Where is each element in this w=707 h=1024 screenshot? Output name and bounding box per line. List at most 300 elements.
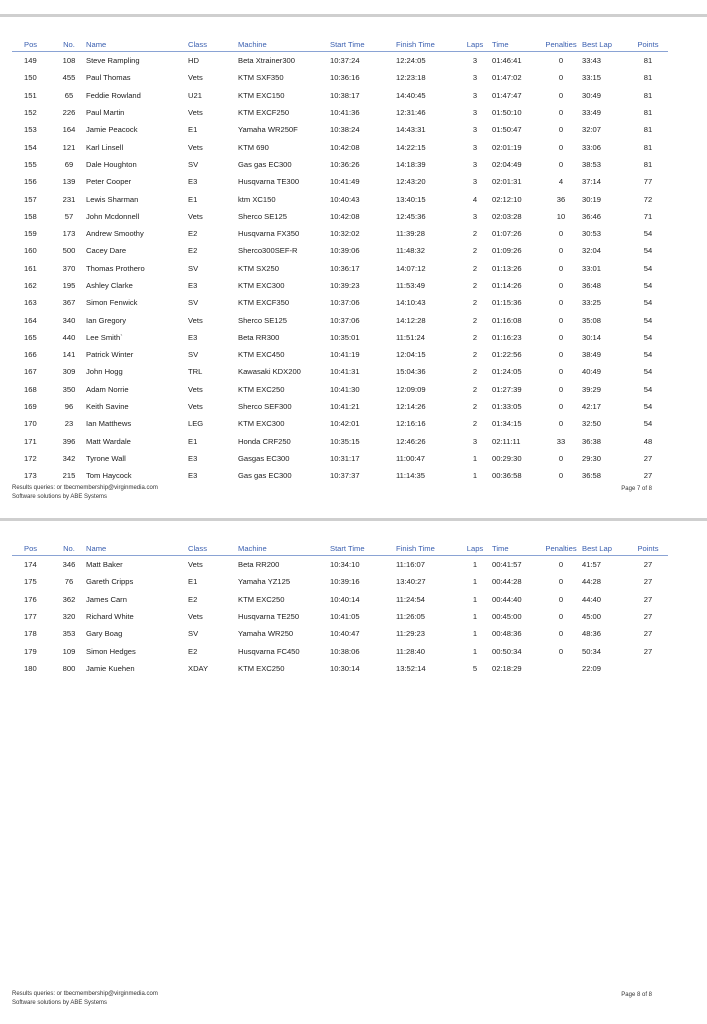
- table-row: [12, 450, 668, 467]
- cell-best-lap: 48:36: [582, 629, 602, 639]
- cell-race-time: 02:11:11: [492, 436, 521, 446]
- cell-rider-number: 455: [62, 73, 76, 83]
- cell-laps: 2: [472, 367, 478, 377]
- cell-class: E2: [188, 229, 198, 239]
- table-row: [12, 121, 668, 138]
- cell-finish-time: 14:18:39: [396, 159, 426, 169]
- cell-points: 27: [643, 612, 653, 622]
- page-footer: [12, 484, 158, 502]
- cell-pos: 164: [24, 315, 37, 325]
- cell-points: 27: [643, 471, 653, 481]
- column-header-best-lap: Best Lap: [582, 542, 628, 556]
- table-row: [12, 87, 668, 104]
- cell-points: 54: [643, 263, 653, 273]
- cell-machine: KTM EXC250: [238, 663, 285, 673]
- cell-finish-time: 12:31:46: [396, 108, 426, 118]
- cell-penalties: 33: [556, 436, 566, 446]
- cell-rider-number: 139: [62, 177, 76, 187]
- cell-best-lap: 33:01: [582, 263, 602, 273]
- column-header-class: Class: [188, 38, 238, 52]
- cell-finish-time: 11:16:07: [396, 560, 425, 570]
- cell-rider-number: 65: [64, 90, 74, 100]
- cell-rider-name: James Carn: [86, 594, 127, 604]
- cell-finish-time: 12:16:16: [396, 419, 426, 429]
- cell-class: LEG: [188, 419, 204, 429]
- table-header-row: [12, 38, 668, 52]
- table-row: [12, 591, 668, 608]
- cell-start-time: 10:41:31: [330, 367, 360, 377]
- cell-penalties: 10: [556, 211, 566, 221]
- cell-class: Vets: [188, 384, 203, 394]
- cell-start-time: 10:36:26: [330, 159, 360, 169]
- cell-rider-name: Jamie Peacock: [86, 125, 138, 135]
- cell-best-lap: 45:00: [582, 612, 602, 622]
- cell-points: 81: [643, 125, 653, 135]
- cell-best-lap: 39:29: [582, 384, 602, 394]
- cell-start-time: 10:39:23: [330, 281, 360, 290]
- cell-best-lap: 38:53: [582, 159, 602, 169]
- table-row: [12, 173, 668, 190]
- column-header-finish-time: Finish Time: [396, 542, 458, 556]
- cell-penalties: 0: [558, 350, 564, 360]
- cell-penalties: 0: [558, 90, 564, 100]
- table-row: [12, 260, 668, 277]
- cell-rider-name: Thomas Prothero: [86, 263, 145, 273]
- cell-rider-number: 109: [62, 646, 76, 656]
- cell-laps: 1: [472, 646, 478, 656]
- table-row: [12, 242, 668, 259]
- cell-finish-time: 11:29:23: [396, 629, 425, 639]
- cell-pos: 161: [24, 263, 37, 273]
- cell-pos: 177: [24, 612, 37, 622]
- table-body: [12, 52, 668, 485]
- cell-machine: KTM EXC300: [238, 281, 285, 290]
- cell-penalties: 0: [558, 471, 564, 481]
- cell-laps: 4: [472, 194, 478, 204]
- cell-rider-number: 141: [62, 350, 76, 360]
- cell-laps: 2: [472, 229, 478, 239]
- cell-class: E1: [188, 194, 198, 204]
- cell-rider-number: 346: [62, 560, 76, 570]
- cell-finish-time: 11:26:05: [396, 612, 425, 622]
- cell-finish-time: 13:52:14: [396, 663, 426, 673]
- cell-race-time: 00:44:40: [492, 594, 522, 604]
- cell-race-time: 02:01:31: [492, 177, 522, 187]
- cell-laps: 2: [472, 246, 478, 256]
- column-header-penalties: Penalties: [540, 542, 582, 556]
- cell-rider-number: 309: [62, 367, 76, 377]
- cell-rider-number: 23: [64, 419, 74, 429]
- cell-start-time: 10:37:06: [330, 315, 360, 325]
- cell-rider-name: Ian Gregory: [86, 315, 127, 325]
- cell-rider-name: Gareth Cripps: [86, 577, 134, 587]
- cell-class: XDAY: [188, 663, 209, 673]
- cell-class: Vets: [188, 211, 203, 221]
- cell-class: Vets: [188, 108, 203, 118]
- cell-machine: KTM SXF350: [238, 73, 284, 83]
- cell-race-time: 01:16:08: [492, 315, 522, 325]
- cell-race-time: 01:33:05: [492, 402, 522, 412]
- table-row: [12, 104, 668, 121]
- cell-rider-name: Paul Thomas: [86, 73, 131, 83]
- cell-race-time: 02:04:49: [492, 159, 522, 169]
- cell-laps: 5: [472, 663, 478, 673]
- cell-race-time: 00:41:57: [492, 560, 522, 570]
- column-header-time: Time: [492, 542, 540, 556]
- cell-pos: 180: [24, 663, 37, 673]
- cell-penalties: 0: [558, 612, 564, 622]
- cell-laps: 3: [472, 436, 478, 446]
- cell-start-time: 10:42:01: [330, 419, 360, 429]
- cell-points: 77: [643, 177, 653, 187]
- cell-rider-name: Cacey Dare: [86, 246, 127, 256]
- table-row: [12, 138, 668, 155]
- cell-race-time: 01:14:26: [492, 281, 522, 290]
- cell-machine: Yamaha WR250F: [238, 125, 298, 135]
- cell-pos: 172: [24, 453, 37, 463]
- cell-rider-number: 367: [62, 298, 76, 308]
- cell-best-lap: 44:28: [582, 577, 602, 587]
- cell-rider-number: 96: [64, 402, 74, 412]
- cell-machine: KTM EXCF350: [238, 298, 290, 308]
- cell-finish-time: 12:14:26: [396, 402, 426, 412]
- cell-race-time: 01:47:47: [492, 90, 522, 100]
- cell-race-time: 01:24:05: [492, 367, 522, 377]
- cell-start-time: 10:34:10: [330, 560, 360, 570]
- cell-pos: 155: [24, 159, 37, 169]
- column-header-finish-time: Finish Time: [396, 38, 458, 52]
- cell-laps: 2: [472, 263, 478, 273]
- cell-penalties: [540, 660, 582, 677]
- cell-finish-time: 11:14:35: [396, 471, 425, 481]
- cell-pos: 165: [24, 332, 37, 342]
- cell-rider-name: Simon Fenwick: [86, 298, 138, 308]
- cell-penalties: 0: [558, 229, 564, 239]
- cell-machine: KTM EXC300: [238, 419, 285, 429]
- cell-machine: Husqvarna TE300: [238, 177, 300, 187]
- cell-points: 81: [643, 159, 653, 169]
- cell-pos: 150: [24, 73, 37, 83]
- column-header-penalties: Penalties: [540, 38, 582, 52]
- cell-penalties: 4: [558, 177, 564, 187]
- cell-best-lap: 30:49: [582, 90, 602, 100]
- cell-class: E2: [188, 594, 198, 604]
- cell-machine: KTM EXC250: [238, 594, 285, 604]
- cell-class: Vets: [188, 73, 203, 83]
- cell-pos: 149: [24, 56, 37, 66]
- table-row: [12, 660, 668, 677]
- cell-pos: 154: [24, 142, 37, 152]
- column-header-no: No.: [52, 542, 86, 556]
- cell-best-lap: 36:38: [582, 436, 602, 446]
- cell-machine: Gas gas EC300: [238, 159, 292, 169]
- table-row: [12, 311, 668, 328]
- cell-race-time: 01:50:47: [492, 125, 522, 135]
- cell-race-time: 01:07:26: [492, 229, 522, 239]
- cell-best-lap: 32:04: [582, 246, 602, 256]
- cell-rider-name: Tom Haycock: [86, 471, 132, 481]
- page-break-separator: [0, 518, 707, 521]
- cell-pos: 156: [24, 177, 37, 187]
- cell-rider-name: Matt Baker: [86, 560, 123, 570]
- cell-machine: Yamaha WR250: [238, 629, 294, 639]
- cell-pos: 178: [24, 629, 37, 639]
- cell-start-time: 10:32:02: [330, 229, 360, 239]
- cell-penalties: 0: [558, 419, 564, 429]
- cell-rider-name: Karl Linsell: [86, 142, 124, 152]
- software-credit-text: Software solutions by ABE Systems: [12, 494, 108, 500]
- table-row: [12, 190, 668, 207]
- cell-penalties: 0: [558, 560, 564, 570]
- cell-machine: Husqvarna FC450: [238, 646, 300, 656]
- cell-pos: 169: [24, 402, 37, 412]
- cell-class: Vets: [188, 612, 203, 622]
- cell-laps: 3: [472, 159, 478, 169]
- cell-best-lap: 41:57: [582, 560, 602, 570]
- cell-penalties: 0: [558, 73, 564, 83]
- cell-best-lap: 22:09: [582, 663, 602, 673]
- cell-best-lap: 33:15: [582, 73, 602, 83]
- cell-finish-time: 14:40:45: [396, 90, 426, 100]
- cell-penalties: 36: [556, 194, 566, 204]
- cell-class: E3: [188, 471, 198, 481]
- column-header-start-time: Start Time: [330, 542, 396, 556]
- cell-machine: KTM EXC250: [238, 384, 285, 394]
- cell-rider-name: Patrick Winter: [86, 350, 134, 360]
- cell-points: 54: [643, 281, 653, 290]
- results-table: [12, 38, 668, 484]
- table-row: [12, 415, 668, 432]
- cell-start-time: 10:41:21: [330, 402, 360, 412]
- cell-finish-time: 12:43:20: [396, 177, 426, 187]
- table-row: [12, 329, 668, 346]
- table-row: [12, 467, 668, 484]
- table-row: [12, 433, 668, 450]
- cell-points: 71: [643, 211, 653, 221]
- cell-points: 54: [643, 419, 653, 429]
- cell-start-time: 10:42:08: [330, 211, 360, 221]
- cell-machine: KTM EXC150: [238, 90, 285, 100]
- cell-rider-number: 173: [62, 229, 76, 239]
- cell-penalties: 0: [558, 594, 564, 604]
- cell-machine: Sherco SE125: [238, 211, 287, 221]
- cell-penalties: 0: [558, 646, 564, 656]
- cell-machine: Husqvarna TE250: [238, 612, 300, 622]
- column-header-machine: Machine: [238, 542, 330, 556]
- cell-laps: 3: [472, 56, 478, 66]
- cell-rider-name: Lee Smith`: [86, 332, 123, 342]
- cell-machine: Gasgas EC300: [238, 453, 290, 463]
- cell-rider-name: Steve Rampling: [86, 56, 140, 66]
- table-row: [12, 277, 668, 294]
- cell-race-time: 01:50:10: [492, 108, 522, 118]
- cell-best-lap: 38:49: [582, 350, 602, 360]
- cell-best-lap: 50:34: [582, 646, 602, 656]
- cell-penalties: 0: [558, 281, 564, 290]
- cell-finish-time: 15:04:36: [396, 367, 426, 377]
- cell-rider-number: 370: [62, 263, 76, 273]
- cell-pos: 159: [24, 229, 37, 239]
- cell-race-time: 01:13:26: [492, 263, 522, 273]
- column-header-pos: Pos: [12, 542, 52, 556]
- table-body: [12, 556, 668, 678]
- column-header-no: No.: [52, 38, 86, 52]
- cell-best-lap: 42:17: [582, 402, 602, 412]
- cell-penalties: 0: [558, 402, 564, 412]
- table-header-row: [12, 542, 668, 556]
- cell-race-time: 01:22:56: [492, 350, 522, 360]
- cell-points: [628, 660, 668, 677]
- cell-class: Vets: [188, 402, 203, 412]
- cell-class: E1: [188, 577, 198, 587]
- cell-rider-number: 231: [62, 194, 76, 204]
- table-row: [12, 608, 668, 625]
- cell-pos: 179: [24, 646, 37, 656]
- cell-machine: Sherco SE125: [238, 315, 287, 325]
- cell-rider-number: 164: [62, 125, 76, 135]
- cell-best-lap: 33:25: [582, 298, 602, 308]
- cell-machine: Yamaha YZ125: [238, 577, 291, 587]
- cell-finish-time: 14:12:28: [396, 315, 426, 325]
- cell-machine: Beta RR200: [238, 560, 280, 570]
- cell-laps: 1: [472, 594, 478, 604]
- results-table: [12, 542, 668, 677]
- cell-laps: 3: [472, 73, 478, 83]
- cell-class: E3: [188, 177, 198, 187]
- cell-laps: 3: [472, 108, 478, 118]
- cell-class: E3: [188, 281, 198, 290]
- cell-pos: 167: [24, 367, 37, 377]
- cell-class: Vets: [188, 560, 203, 570]
- cell-rider-number: 396: [62, 436, 76, 446]
- cell-pos: 157: [24, 194, 37, 204]
- cell-race-time: 00:45:00: [492, 612, 522, 622]
- cell-machine: Gas gas EC300: [238, 471, 292, 481]
- cell-race-time: 02:12:10: [492, 194, 522, 204]
- cell-best-lap: 29:30: [582, 453, 602, 463]
- cell-start-time: 10:42:08: [330, 142, 360, 152]
- cell-rider-number: 121: [62, 142, 76, 152]
- cell-penalties: 0: [558, 629, 564, 639]
- cell-start-time: 10:36:17: [330, 263, 360, 273]
- cell-finish-time: 12:24:05: [396, 56, 426, 66]
- cell-class: E1: [188, 436, 198, 446]
- cell-laps: 2: [472, 298, 478, 308]
- cell-points: 81: [643, 56, 653, 66]
- cell-points: 27: [643, 560, 653, 570]
- cell-machine: Beta RR300: [238, 332, 280, 342]
- table-row: [12, 346, 668, 363]
- cell-penalties: 0: [558, 367, 564, 377]
- cell-rider-name: John Hogg: [86, 367, 123, 377]
- cell-finish-time: 13:40:15: [396, 194, 426, 204]
- page-number: Page 7 of 8: [621, 486, 652, 492]
- cell-pos: 175: [24, 577, 37, 587]
- cell-finish-time: 14:10:43: [396, 298, 426, 308]
- cell-points: 27: [643, 629, 653, 639]
- cell-start-time: 10:41:49: [330, 177, 360, 187]
- cell-best-lap: 33:43: [582, 56, 602, 66]
- cell-points: 54: [643, 332, 653, 342]
- cell-laps: 2: [472, 350, 478, 360]
- cell-rider-number: 440: [62, 332, 76, 342]
- cell-points: 81: [643, 73, 653, 83]
- cell-rider-number: 195: [62, 281, 76, 290]
- cell-rider-name: Paul Martin: [86, 108, 125, 118]
- cell-finish-time: 13:40:27: [396, 577, 426, 587]
- cell-race-time: 01:15:36: [492, 298, 522, 308]
- cell-class: SV: [188, 263, 199, 273]
- cell-points: 27: [643, 646, 653, 656]
- cell-finish-time: 12:45:36: [396, 211, 426, 221]
- cell-class: E3: [188, 332, 198, 342]
- cell-rider-number: 500: [62, 246, 76, 256]
- cell-points: 54: [643, 298, 653, 308]
- cell-start-time: 10:39:06: [330, 246, 360, 256]
- cell-points: 54: [643, 246, 653, 256]
- cell-rider-name: Keith Savine: [86, 402, 129, 412]
- cell-best-lap: 36:46: [582, 211, 602, 221]
- column-header-class: Class: [188, 542, 238, 556]
- cell-penalties: 0: [558, 315, 564, 325]
- cell-machine: KTM 690: [238, 142, 269, 152]
- cell-best-lap: 32:50: [582, 419, 602, 429]
- cell-finish-time: 12:09:09: [396, 384, 426, 394]
- cell-rider-number: 215: [62, 471, 76, 481]
- cell-race-time: 00:50:34: [492, 646, 522, 656]
- cell-machine: Beta Xtrainer300: [238, 56, 295, 66]
- cell-penalties: 0: [558, 159, 564, 169]
- cell-machine: Husqvarna FX350: [238, 229, 300, 239]
- column-header-machine: Machine: [238, 38, 330, 52]
- cell-pos: 168: [24, 384, 37, 394]
- cell-pos: 158: [24, 211, 37, 221]
- cell-pos: 151: [24, 90, 37, 100]
- cell-penalties: 0: [558, 246, 564, 256]
- cell-race-time: 01:47:02: [492, 73, 522, 83]
- cell-points: 81: [643, 142, 653, 152]
- cell-laps: 3: [472, 177, 478, 187]
- cell-best-lap: 36:48: [582, 281, 602, 290]
- cell-start-time: 10:41:19: [330, 350, 360, 360]
- cell-rider-number: 340: [62, 315, 76, 325]
- table-row: [12, 381, 668, 398]
- table-row: [12, 398, 668, 415]
- cell-laps: 1: [472, 577, 478, 587]
- page-top-separator: [0, 14, 707, 17]
- results-queries-text: Results queries: or tbecmembership@virginmedia.com: [12, 485, 158, 491]
- column-header-points: Points: [628, 542, 668, 556]
- column-header-start-time: Start Time: [330, 38, 396, 52]
- table-row: [12, 69, 668, 86]
- cell-machine: Kawasaki KDX200: [238, 367, 301, 377]
- table-row: [12, 625, 668, 642]
- cell-best-lap: 35:08: [582, 315, 602, 325]
- cell-class: SV: [188, 629, 199, 639]
- cell-best-lap: 40:49: [582, 367, 602, 377]
- cell-machine: KTM EXCF250: [238, 108, 290, 118]
- cell-best-lap: 30:14: [582, 332, 602, 342]
- cell-finish-time: 14:07:12: [396, 263, 426, 273]
- cell-class: E3: [188, 453, 198, 463]
- cell-laps: 1: [472, 612, 478, 622]
- results-queries-text: Results queries: or tbecmembership@virginmedia.com: [12, 991, 158, 997]
- column-header-laps: Laps: [458, 38, 492, 52]
- cell-points: 54: [643, 367, 653, 377]
- cell-penalties: 0: [558, 384, 564, 394]
- column-header-points: Points: [628, 38, 668, 52]
- column-header-best-lap: Best Lap: [582, 38, 628, 52]
